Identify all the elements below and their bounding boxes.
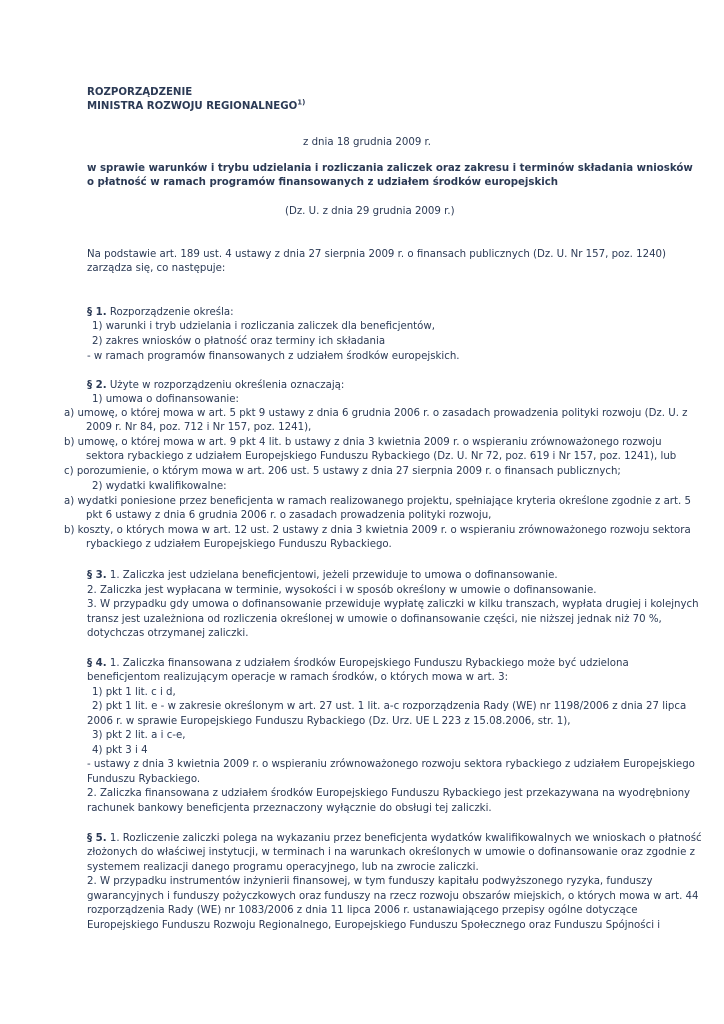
document-title-text: MINISTRA ROZWOJU REGIONALNEGO — [87, 101, 298, 112]
paragraph-5-line6: rozporządzenia Rady (WE) nr 1083/2006 z dnia 11 lipca 2006 r. ustanawiającego przepisy ogólne dotyczące — [87, 905, 638, 916]
paragraph-2-letter-b-cont: sektora rybackiego z udziałem Europejskiego Funduszu Rybackiego (Dz. U. Nr 72, poz. 619 i Nr 157, poz. 1241), lub — [86, 451, 677, 462]
paragraph-4-line9: Funduszu Rybackiego. — [87, 774, 201, 785]
paragraph-5-line5: gwarancyjnych i funduszy pożyczkowych oraz funduszy na rzecz rozwoju obszarów miejskich, o których mowa w art. 44 — [87, 891, 699, 902]
paragraph-3-line3: 3. W przypadku gdy umowa o dofinansowanie przewiduje wypłatę zaliczki w kilku transzach, wypłata drugiej i kolejnych — [87, 599, 699, 610]
paragraph-4-line8: - ustawy z dnia 3 kwietnia 2009 r. o wspieraniu zrównoważonego rozwoju sektora rybackiego z udziałem Europejskiego — [87, 759, 695, 770]
paragraph-1-lead — [87, 306, 234, 320]
paragraph-3-text: 1. Zaliczka jest udzielana beneficjentowi, jeżeli przewiduje to umowa o dofinansowanie. — [106, 570, 558, 581]
paragraph-1-item-2: 2) zakres wniosków o płatność oraz terminy ich składania — [92, 336, 386, 347]
paragraph-1-text: Rozporządzenie określa: — [106, 307, 234, 318]
footnote-marker: 1) — [297, 98, 306, 107]
paragraph-2-letter-a2: a) wydatki poniesione przez beneficjenta w ramach realizowanego projektu, spełniające kryteria określone zgodnie z art. 5 — [64, 496, 691, 507]
paragraph-2-letter-a2-cont: pkt 6 ustawy z dnia 6 grudnia 2006 r. o zasadach prowadzenia polityki rozwoju, — [86, 510, 492, 521]
paragraph-5-line1 — [87, 832, 702, 846]
paragraph-3-number: § 3. — [87, 570, 107, 581]
paragraph-2-text: Użyte w rozporządzeniu określenia oznaczają: — [106, 380, 345, 391]
paragraph-4-number: § 4. — [87, 658, 107, 669]
paragraph-5-line2: złożonych do właściwej instytucji, w terminach i na warunkach określonych w umowie o dofinansowanie oraz zgodnie z — [87, 847, 695, 858]
paragraph-3-line1 — [87, 569, 558, 583]
document-subject-line2: o płatność w ramach programów finansowanych z udziałem środków europejskich — [87, 177, 559, 188]
paragraph-3-line5: dotychczas otrzymanej zaliczki. — [87, 628, 249, 639]
paragraph-4-line1 — [87, 657, 629, 671]
paragraph-2-letter-b2-cont: rybackiego z udziałem Europejskiego Funduszu Rybackiego. — [86, 539, 392, 550]
paragraph-3-line2: 2. Zaliczka jest wypłacana w terminie, wysokości i w sposób określony w umowie o dofinansowanie. — [87, 585, 597, 596]
paragraph-4-line5: 2006 r. w sprawie Europejskiego Funduszu Rybackiego (Dz. Urz. UE L 223 z 15.08.2006, str. 1), — [87, 716, 571, 727]
paragraph-4-line10: 2. Zaliczka finansowana z udziałem środków Europejskiego Funduszu Rybackiego jest przekazywana na wyodrębniony — [87, 788, 691, 799]
paragraph-3-line4: transz jest uzależniona od rozliczenia określonej w umowie o dofinansowanie części, nie niższej jednak niż 70 %, — [87, 614, 662, 625]
paragraph-2-letter-a-cont: 2009 r. Nr 84, poz. 712 i Nr 157, poz. 1241), — [86, 422, 312, 433]
document-title-line1: ROZPORZĄDZENIE — [87, 87, 193, 98]
paragraph-4-text: 1. Zaliczka finansowana z udziałem środków Europejskiego Funduszu Rybackiego może być udzielona — [106, 658, 629, 669]
paragraph-5-number: § 5. — [87, 833, 107, 844]
paragraph-4-line3: 1) pkt 1 lit. c i d, — [92, 687, 176, 698]
paragraph-1-number: § 1. — [87, 307, 107, 318]
document-date: z dnia 18 grudnia 2009 r. — [303, 137, 432, 148]
paragraph-5-text: 1. Rozliczenie zaliczki polega na wykazaniu przez beneficjenta wydatków kwalifikowalnych we wnioskach o płatność — [106, 833, 702, 844]
preamble-line1: Na podstawie art. 189 ust. 4 ustawy z dnia 27 sierpnia 2009 r. o finansach publicznych (Dz. U. Nr 157, poz. 1240) — [87, 249, 667, 260]
paragraph-2-lead — [87, 379, 344, 393]
paragraph-2-point-2: 2) wydatki kwalifikowalne: — [92, 481, 227, 492]
preamble-line2: zarządza się, co następuje: — [87, 263, 226, 274]
paragraph-4-line4: 2) pkt 1 lit. e - w zakresie określonym w art. 27 ust. 1 lit. a-c rozporządzenia Rady (WE) nr 1198/2006 z dnia 27 lipca — [92, 701, 687, 712]
paragraph-2-letter-c: c) porozumienie, o którym mowa w art. 206 ust. 5 ustawy z dnia 27 sierpnia 2009 r. o finansach publicznych; — [64, 466, 621, 477]
paragraph-2-letter-a: a) umowę, o której mowa w art. 5 pkt 9 ustawy z dnia 6 grudnia 2006 r. o zasadach prowadzenia polityki rozwoju (Dz. U. z — [64, 408, 688, 419]
paragraph-4-line7: 4) pkt 3 i 4 — [92, 745, 148, 756]
paragraph-2-point-1: 1) umowa o dofinansowanie: — [92, 394, 239, 405]
paragraph-4-line2: beneficjentom realizującym operacje w ramach środków, o których mowa w art. 3: — [87, 672, 509, 683]
paragraph-5-line3: systemem realizacji danego programu operacyjnego, lub na zwrocie zaliczki. — [87, 862, 479, 873]
paragraph-4-line11: rachunek bankowy beneficjenta przeznaczony wyłącznie do obsługi tej zaliczki. — [87, 803, 492, 814]
publication-reference: (Dz. U. z dnia 29 grudnia 2009 r.) — [285, 206, 455, 217]
paragraph-5-line7: Europejskiego Funduszu Rozwoju Regionalnego, Europejskiego Funduszu Społecznego oraz Funduszu Spójności i — [87, 920, 661, 931]
paragraph-2-letter-b2: b) koszty, o których mowa w art. 12 ust. 2 ustawy z dnia 3 kwietnia 2009 r. o wspieraniu zrównoważonego rozwoju sektora — [64, 525, 691, 536]
document-title-line2 — [87, 100, 305, 114]
document-subject-line1: w sprawie warunków i trybu udzielania i rozliczania zaliczek oraz zakresu i terminów składania wniosków — [87, 163, 693, 174]
paragraph-2-number: § 2. — [87, 380, 107, 391]
paragraph-1-item-1: 1) warunki i tryb udzielania i rozliczania zaliczek dla beneficjentów, — [92, 321, 435, 332]
paragraph-2-letter-b: b) umowę, o której mowa w art. 9 pkt 4 lit. b ustawy z dnia 3 kwietnia 2009 r. o wspieraniu zrównoważonego rozwoju — [64, 437, 662, 448]
paragraph-5-line4: 2. W przypadku instrumentów inżynierii finansowej, w tym funduszy kapitału podwyższonego ryzyka, funduszy — [87, 876, 653, 887]
paragraph-4-line6: 3) pkt 2 lit. a i c-e, — [92, 730, 186, 741]
paragraph-1-tail: - w ramach programów finansowanych z udziałem środków europejskich. — [87, 351, 460, 362]
